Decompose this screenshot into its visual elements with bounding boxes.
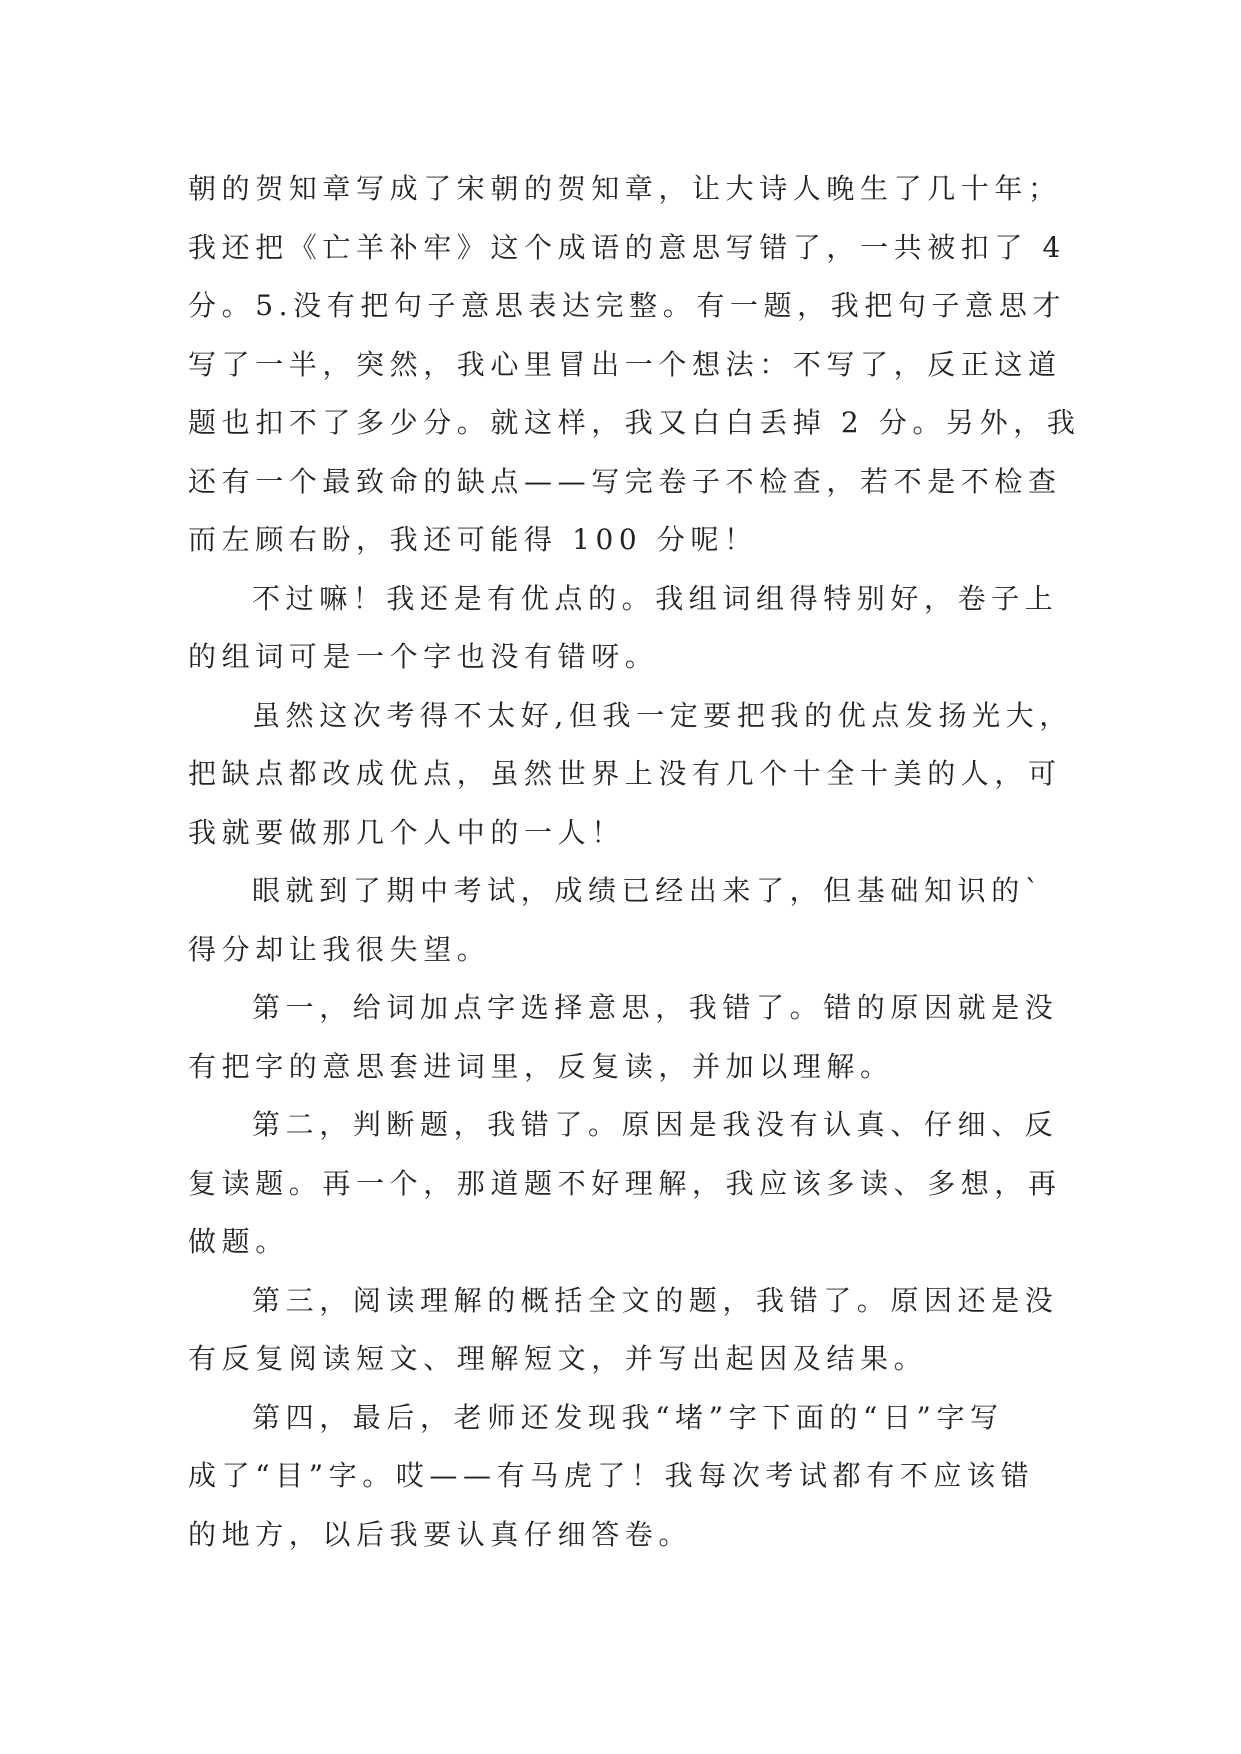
text-line: 第四，最后，老师还发现我“堵”字下面的“日”字写 (252, 1400, 1004, 1434)
text-line: 第一，给词加点字选择意思，我错了。错的原因就是没 (252, 991, 1059, 1024)
text-line: 做题。 (188, 1225, 289, 1258)
text-line: 第二，判断题，我错了。原因是我没有认真、仔细、反 (252, 1108, 1059, 1141)
text-line: 朝的贺知章写成了宋朝的贺知章，让大诗人晚生了几十年； (188, 172, 1062, 205)
document-body (188, 160, 1081, 1564)
paragraph-3 (188, 687, 1073, 863)
paragraph-2 (188, 570, 1058, 687)
text-line: 的地方，以后我要认真仔细答卷。 (188, 1517, 693, 1551)
text-line: 成了“目”字。哎——有马虎了！我每次考试都有不应该错 (188, 1459, 1035, 1492)
text-line: 而左顾右盼，我还可能得 100 分呢！ (188, 523, 758, 556)
text-line: 虽然这次考得不太好,但我一定要把我的优点发扬光大， (252, 698, 1073, 732)
text-line: 还有一个最致命的缺点——写完卷子不检查，若不是不检查 (188, 464, 1062, 498)
paragraph-7 (188, 1272, 1058, 1389)
paragraph-8 (188, 1389, 1058, 1565)
text-line: 眼就到了期中考试，成绩已经出来了，但基础知识的` (252, 874, 1045, 907)
text-line: 题也扣不了多少分。就这样，我又白白丢掉 2 分。另外，我 (188, 406, 1081, 439)
text-line: 不过嘛！我还是有优点的。我组词组得特别好，卷子上 (252, 581, 1059, 615)
text-line: 我还把《亡羊补牢》这个成语的意思写错了，一共被扣了 4 (188, 230, 1066, 264)
paragraph-4 (188, 862, 1058, 979)
text-line: 把缺点都改成优点，虽然世界上没有几个十全十美的人，可 (188, 757, 1062, 790)
text-line: 写了一半，突然，我心里冒出一个想法：不写了，反正这道 (188, 347, 1062, 381)
text-line: 得分却让我很失望。 (188, 932, 491, 966)
text-line: 有反复阅读短文、理解短文，并写出起因及结果。 (188, 1342, 928, 1375)
paragraph-6 (188, 1096, 1062, 1272)
paragraph-5 (188, 979, 1058, 1096)
text-line: 的组词可是一个字也没有错呀。 (188, 640, 659, 673)
text-line: 分。5.没有把句子意思表达完整。有一题，我把句子意思才 (188, 289, 1066, 322)
paragraph-1 (188, 160, 1081, 570)
text-line: 我就要做那几个人中的一人！ (188, 815, 625, 849)
text-line: 第三，阅读理解的概括全文的题，我错了。原因还是没 (252, 1283, 1059, 1317)
text-line: 复读题。再一个，那道题不好理解，我应该多读、多想，再 (188, 1166, 1062, 1200)
text-line: 有把字的意思套进词里，反复读，并加以理解。 (188, 1049, 894, 1083)
